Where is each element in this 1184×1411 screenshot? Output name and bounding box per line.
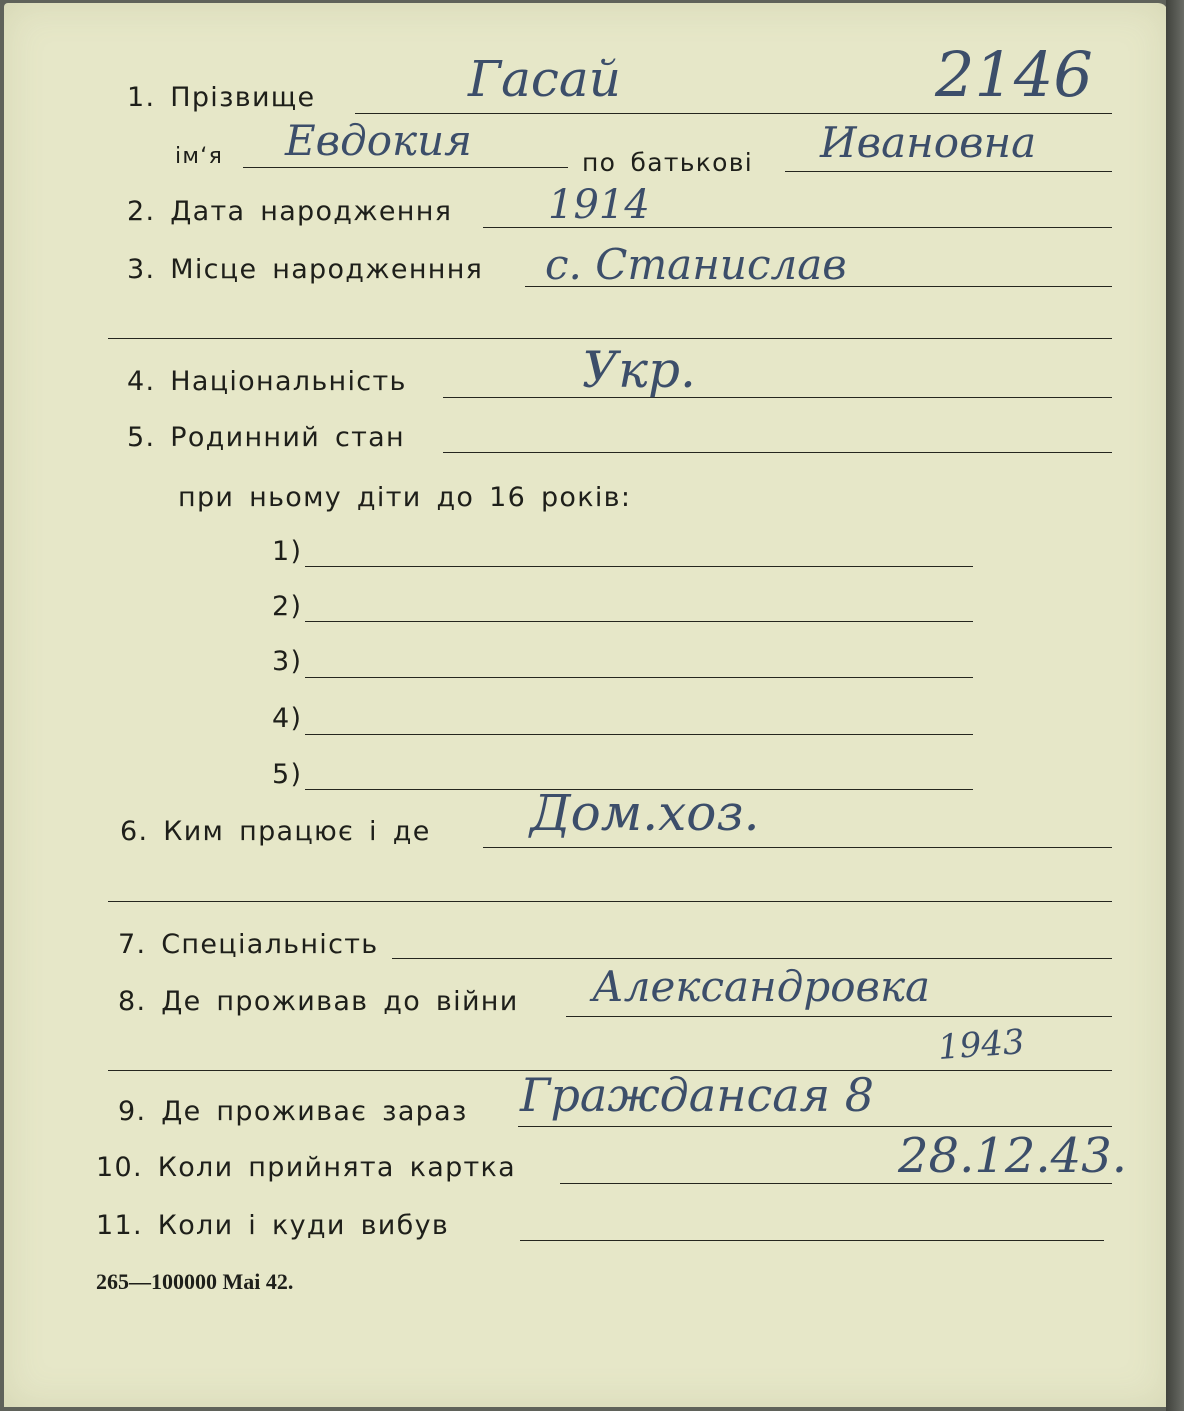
- line-first-name: [243, 167, 568, 168]
- label-specialty: 7. Спеціальність: [118, 929, 379, 960]
- label-prewar-residence: 8. Де проживав до війни: [118, 986, 519, 1017]
- value-current-residence: Граждансая 8: [520, 1068, 875, 1122]
- line-birth-place-continued: [108, 338, 1112, 339]
- value-prewar-year: 1943: [936, 1022, 1026, 1068]
- line-prewar-residence: [566, 1016, 1112, 1017]
- label-first-name: ім‘я: [175, 144, 224, 169]
- line-child-3: [305, 677, 973, 678]
- value-occupation: Дом.хоз.: [530, 784, 760, 842]
- label-child-2: 2): [272, 591, 303, 622]
- label-child-5: 5): [272, 759, 303, 790]
- label-current-residence: 9. Де проживає зараз: [118, 1096, 468, 1127]
- label-birth-place: 3. Місце народженння: [127, 254, 484, 285]
- line-child-2: [305, 621, 973, 622]
- value-prewar-residence: Александровка: [592, 962, 931, 1011]
- value-card-number: 2146: [935, 38, 1093, 111]
- label-card-accepted: 10. Коли прийнята картка: [96, 1152, 517, 1183]
- line-marital-status: [443, 452, 1112, 453]
- label-child-1: 1): [272, 536, 303, 567]
- label-marital-status: 5. Родинний стан: [127, 422, 405, 453]
- label-departure: 11. Коли і куди вибув: [96, 1210, 450, 1241]
- line-occupation-continued: [108, 901, 1112, 902]
- label-children: при ньому діти до 16 років:: [178, 482, 632, 513]
- value-birth-year: 1914: [548, 182, 650, 228]
- label-nationality: 4. Національність: [127, 366, 407, 397]
- value-nationality: Укр.: [582, 341, 696, 399]
- line-departure: [520, 1240, 1104, 1241]
- line-occupation: [483, 847, 1112, 848]
- value-birth-place: с. Станислав: [545, 240, 847, 289]
- line-child-1: [305, 566, 973, 567]
- line-specialty: [392, 958, 1112, 959]
- value-patronymic: Ивановна: [820, 118, 1037, 167]
- label-surname: 1. Прізвище: [127, 82, 316, 113]
- line-nationality: [443, 397, 1112, 398]
- value-card-accepted: 28.12.43.: [898, 1128, 1128, 1184]
- scan-background-edge: [1166, 0, 1184, 1411]
- line-child-4: [305, 734, 973, 735]
- label-patronymic: по батькові: [582, 148, 753, 177]
- label-occupation: 6. Ким працює і де: [120, 816, 431, 847]
- line-patronymic: [785, 171, 1112, 172]
- label-child-4: 4): [272, 703, 303, 734]
- line-current-residence: [518, 1126, 1112, 1127]
- label-child-3: 3): [272, 646, 303, 677]
- value-surname: Гасай: [468, 50, 621, 108]
- value-first-name: Евдокия: [285, 116, 472, 165]
- line-surname: [355, 113, 1112, 114]
- label-birth-date: 2. Дата народження: [127, 196, 453, 227]
- print-code: 265—100000 Mai 42.: [96, 1269, 294, 1294]
